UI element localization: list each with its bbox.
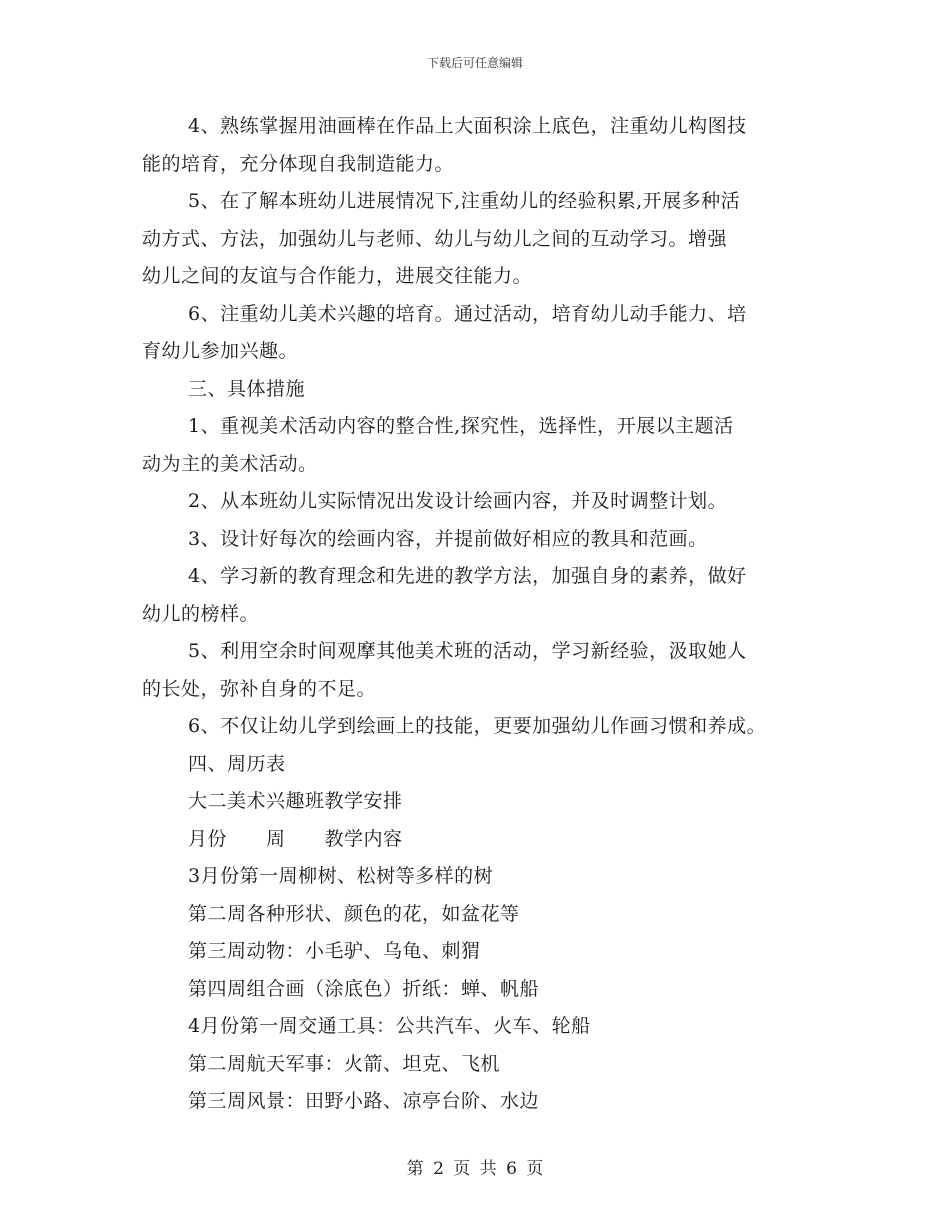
paragraph: 5、在了解本班幼儿进展情况下,注重幼儿的经验积累,开展多种活 bbox=[188, 190, 741, 212]
schedule-row: 3月份第一周柳树、松树等多样的树 bbox=[188, 865, 494, 887]
section-heading: 三、具体措施 bbox=[188, 377, 306, 400]
paragraph: 4、熟练掌握用油画棒在作品上大面积涂上底色，注重幼儿构图技 bbox=[188, 115, 747, 137]
paragraph: 幼儿之间的友谊与合作能力，进展交往能力。 bbox=[142, 265, 533, 287]
paragraph: 3、设计好每次的绘画内容，并提前做好相应的教具和范画。 bbox=[188, 527, 708, 550]
page-footer: 第 2 页 共 6 页 bbox=[406, 1159, 544, 1179]
paragraph: 动为主的美术活动。 bbox=[142, 452, 318, 475]
schedule-row: 第二周各种形状、颜色的花，如盆花等 bbox=[188, 902, 520, 925]
schedule-row: 第三周动物：小毛驴、乌龟、刺猬 bbox=[188, 940, 481, 962]
paragraph: 能的培育，充分体现自我制造能力。 bbox=[142, 152, 455, 175]
paragraph: 育幼儿参加兴趣。 bbox=[142, 340, 299, 362]
page-header: 下载后可任意编辑 bbox=[426, 56, 523, 70]
paragraph: 4、学习新的教育理念和先进的教学方法，加强自身的素养，做好 bbox=[188, 565, 747, 587]
section-heading: 四、周历表 bbox=[188, 752, 286, 775]
paragraph: 5、利用空余时间观摩其他美术班的活动，学习新经验，汲取她人 bbox=[188, 640, 747, 662]
paragraph: 动方式、方法，加强幼儿与老师、幼儿与幼儿之间的互动学习。增强 bbox=[142, 227, 728, 250]
document-body bbox=[142, 108, 822, 1121]
schedule-title: 大二美术兴趣班教学安排 bbox=[188, 790, 403, 812]
paragraph: 幼儿的榜样。 bbox=[142, 602, 260, 625]
schedule-row: 第三周风景：田野小路、凉亭台阶、水边 bbox=[188, 1090, 540, 1112]
schedule-row: 4月份第一周交通工具：公共汽车、火车、轮船 bbox=[188, 1015, 591, 1037]
schedule-header: 月份 周 教学内容 bbox=[188, 827, 403, 850]
schedule-row: 第四周组合画（涂底色）折纸：蝉、帆船 bbox=[188, 977, 540, 1000]
paragraph: 6、注重幼儿美术兴趣的培育。通过活动，培育幼儿动手能力、培 bbox=[188, 302, 747, 325]
paragraph: 6、不仅让幼儿学到绘画上的技能，更要加强幼儿作画习惯和养成。 bbox=[188, 715, 767, 737]
paragraph: 1、重视美术活动内容的整合性,探究性，选择性，开展以主题活 bbox=[188, 415, 734, 437]
paragraph: 的长处，弥补自身的不足。 bbox=[142, 677, 377, 700]
paragraph: 2、从本班幼儿实际情况出发设计绘画内容，并及时调整计划。 bbox=[188, 490, 728, 512]
schedule-row: 第二周航天军事：火箭、坦克、飞机 bbox=[188, 1052, 501, 1075]
